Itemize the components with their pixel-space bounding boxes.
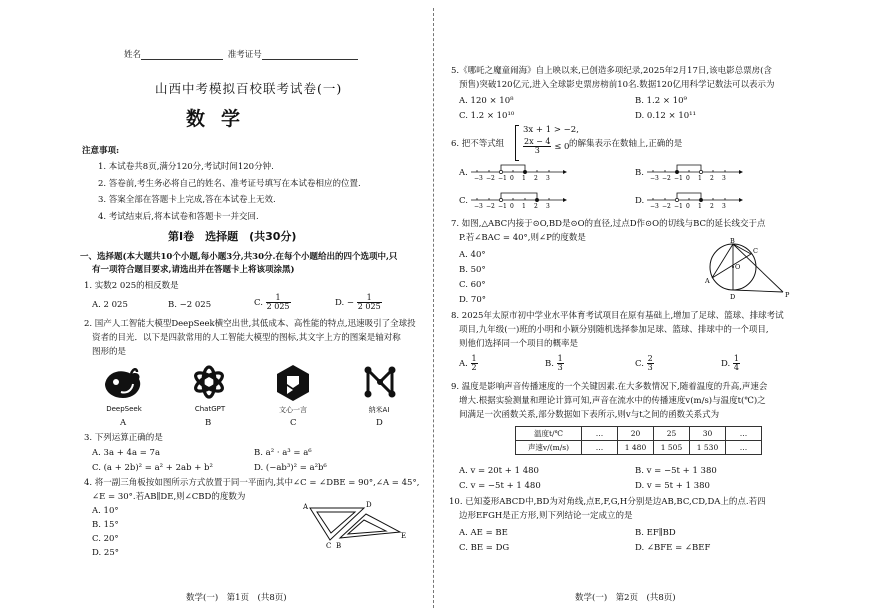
q8-line2: 项目,九年级(一)班的小明和小颖分别随机选择参加足球、篮球、排球中的一个项目, [459,325,769,335]
table-cell: 1 530 [690,441,726,455]
tick-label: 1 [698,175,702,182]
q9-line3: 间满足一次函数关系,部分数据如下表所示,则v与t之间的函数关系式为 [459,410,720,420]
q6-prefix: 6. 把不等式组 [451,139,505,149]
q4-fig-label-a: A [303,503,309,511]
table-row [516,441,762,455]
q7-line2: P.若∠BAC = 40°,则∠P的度数是 [459,233,586,243]
q5-option-b: B. 1.2 × 10⁹ [635,96,687,106]
q4-option-b: B. 15° [92,520,119,530]
tick-label: 3 [546,175,550,182]
table-cell: 1 505 [654,441,690,455]
tick-label: 0 [686,203,690,210]
section1-line2: 有一项符合题目要求,请选出并在答题卡上将该项涂黑) [92,265,295,275]
logo-label-a: DeepSeek [106,405,142,413]
exam-title: 山西中考模拟百校联考试卷(一) [155,81,343,96]
q9-line1: 9. 温度是影响声音传播速度的一个关键因素.在大多数情况下,随着温度的升高,声速会 [451,382,768,392]
table-cell: … [726,427,762,441]
table-cell: 声速v/(m/s) [516,441,582,455]
q10-option-a: A. AE = BE [459,528,508,538]
nano-ai-icon [362,364,398,400]
logo-letter-d: D [376,418,383,428]
q9-option-d: D. v = 5t + 1 380 [635,481,710,491]
table-cell: … [582,427,618,441]
tick-label: −1 [674,175,683,182]
candidate-info-line [124,48,358,60]
table-cell: … [582,441,618,455]
footer-right: 数学(一) 第2页 (共8页) [575,593,676,603]
exam-number-label: 准考证号 [227,50,262,60]
logo-letter-c: C [290,418,297,428]
q6-ineq1: 3x + 1 > −2, [523,125,579,135]
part1-title: 第Ⅰ卷 选择题 (共30分) [168,230,297,243]
deepseek-whale-icon [101,362,143,404]
tick-label: 0 [686,175,690,182]
q9-option-c: C. v = −5t + 1 480 [459,481,541,491]
q4-option-a: A. 10° [92,506,119,516]
tick-label: −2 [486,175,495,182]
chatgpt-knot-icon [189,362,229,402]
q6-option-d: D. [635,196,645,206]
q7-fig-label-o: O [735,263,741,271]
q4-line2: ∠E = 30°.若AB∥DE,则∠CBD的度数为 [92,492,246,502]
q1-stem: 1. 实数2 025的相反数是 [84,281,179,291]
q7-fig-label-d: D [730,293,736,301]
table-cell: 20 [618,427,654,441]
tick-label: −2 [486,203,495,210]
q1-option-c: C. $\frac{1}{2 025}$ [254,293,290,311]
notice-item-1: 1. 本试卷共8页,满分120分,考试时间120分钟. [98,162,274,172]
q6-number-line-d [647,190,743,212]
notice-heading: 注意事项: [82,146,120,156]
q8-line1: 8. 2025年太原市初中学业水平体育考试项目在原有基础上,增加了足球、篮球、排球考试 [451,311,784,321]
q5-line1: 5.《哪吒之魔童闹海》自上映以来,已创造多项纪录,2025年2月17日,该电影总票房(含 [451,66,772,76]
notice-item-4: 4. 考试结束后,将本试卷和答题卡一并交回. [98,212,259,222]
q4-line1: 4. 将一副三角板按如图所示方式放置于同一平面内,其中∠C = ∠DBE = 90°,∠A = 45°, [84,478,420,488]
q7-option-a: A. 40° [459,250,486,260]
tick-label: 2 [710,203,714,210]
logo-letter-a: A [120,418,127,428]
q8-option-b: B. $\frac{1}{3}$ [545,354,563,372]
q3-option-b: B. a² · a³ = a⁶ [254,448,312,458]
q3-option-c: C. (a + 2b)² = a² + 2ab + b² [92,463,213,473]
tick-label: 2 [534,175,538,182]
q1-option-b: B. −2 025 [168,300,212,310]
tick-label: −1 [498,175,507,182]
tick-label: 1 [698,203,702,210]
tick-label: −2 [662,203,671,210]
q5-option-d: D. 0.12 × 10¹¹ [635,111,696,121]
q4-option-c: C. 20° [92,534,119,544]
q7-option-b: B. 50° [459,265,486,275]
name-label: 姓名 [124,50,142,60]
notice-item-3: 3. 答案全部在答题卡上完成,答在本试卷上无效. [98,195,276,205]
logo-label-c: 文心一言 [279,406,307,414]
tick-label: −1 [498,203,507,210]
q8-option-a: A. $\frac{1}{2}$ [459,354,477,372]
table-cell: 25 [654,427,690,441]
q4-fig-label-c: C [326,542,332,550]
q7-circle-figure [703,237,793,306]
table-cell: 温度t/℃ [516,427,582,441]
q7-fig-label-b: B [730,237,735,245]
tick-label: 2 [534,203,538,210]
q9-data-table [515,426,762,455]
table-cell: … [726,441,762,455]
logo-letter-b: B [205,418,212,428]
q10-line1: 10. 已知菱形ABCD中,BD为对角线,点E,F,G,H分别是边AB,BC,CD,DA上的点.若四 [449,497,766,507]
tick-label: −3 [650,203,659,210]
tick-label: 0 [510,175,514,182]
footer-left: 数学(一) 第1页 (共8页) [186,593,287,603]
tick-label: −3 [650,175,659,182]
q1-option-d: D. − $\frac{1}{2 025}$ [335,293,381,311]
tick-label: −1 [674,203,683,210]
q4-option-d: D. 25° [92,548,119,558]
q10-option-c: C. BE = DG [459,543,510,553]
name-blank [141,51,223,60]
q5-option-c: C. 1.2 × 10¹⁰ [459,111,515,121]
wenxin-hexagon-icon [275,364,311,402]
q6-option-c: C. [459,196,468,206]
q3-stem: 3. 下列运算正确的是 [84,433,163,443]
logo-label-d: 纳米AI [368,406,390,414]
q4-fig-label-d: D [366,501,372,509]
q6-brace [515,125,519,161]
right-page [435,0,870,615]
q10-line2: 边形EFGH是正方形,则下列结论一定成立的是 [459,511,633,521]
table-cell: 30 [690,427,726,441]
q7-option-d: D. 70° [459,295,486,305]
q6-option-a: A. [459,168,468,178]
q8-option-d: D. $\frac{1}{4}$ [721,354,740,372]
q6-suffix: 的解集表示在数轴上,正确的是 [569,139,683,149]
q8-option-c: C. $\frac{2}{3}$ [635,354,653,372]
tick-label: −3 [474,203,483,210]
q6-number-line-b [647,162,743,184]
table-row [516,427,762,441]
q9-line2: 增大.根据实验测量和理论计算可知,声音在流水中的传播速度v(m/s)与温度t(℃)之 [459,396,766,406]
q7-option-c: C. 60° [459,280,486,290]
q4-fig-label-e: E [401,532,407,540]
subject-title: 数学 [186,108,257,130]
q5-line2: 预售)突破120亿元,进入全球影史票房榜前10名.数据120亿用科学记数法可以表示为 [459,80,775,90]
q4-fig-label-b: B [336,542,342,550]
q6-number-line-a [471,162,567,184]
q3-option-a: A. 3a + 4a = 7a [92,448,161,458]
q7-fig-label-c: C [753,247,758,255]
q2-line1: 2. 国产人工智能大模型DeepSeek横空出世,其低成本、高性能的特点,迅速吸引了全球投 [84,319,416,329]
tick-label: 1 [522,175,526,182]
q9-option-a: A. v = 20t + 1 480 [459,466,539,476]
exam-number-blank [262,51,358,60]
q7-fig-label-p: P [785,291,790,299]
logo-label-b: ChatGPT [194,405,226,413]
q2-line2: 资者的目光．以下是四款常用的人工智能大模型的图标,其文字上方的图案是轴对称 [92,333,401,343]
q7-line1: 7. 如图,△ABC内接于⊙O,BD是⊙O的直径,过点D作⊙O的切线与BC的延长线交于点 [451,219,766,229]
tick-label: 3 [722,175,726,182]
q3-option-d: D. (−ab³)² = a²b⁶ [254,463,327,473]
q6-ineq2: $\frac{2x - 4}{3}$ ≤ 0 [524,137,570,155]
q10-option-b: B. EF∥BD [635,528,676,538]
q4-triangle-figure [300,500,410,550]
tick-label: 3 [722,203,726,210]
q7-fig-label-a: A [705,277,710,285]
q6-number-line-c [471,190,567,212]
tick-label: −2 [662,175,671,182]
tick-label: 2 [710,175,714,182]
tick-label: 1 [522,203,526,210]
section1-line1: 一、选择题(本大题共10个小题,每小题3分,共30分.在每个小题给出的四个选项中,只 [80,252,398,262]
tick-label: 0 [510,203,514,210]
q6-option-b: B. [635,168,644,178]
q10-option-d: D. ∠BFE = ∠BEF [635,543,711,553]
q9-option-b: B. v = −5t + 1 380 [635,466,717,476]
notice-item-2: 2. 答卷前,考生务必将自己的姓名、准考证号填写在本试卷相应的位置. [98,179,361,189]
tick-label: 3 [546,203,550,210]
q5-option-a: A. 120 × 10⁸ [459,96,514,106]
q1-option-a: A. 2 025 [92,300,128,310]
q2-line3: 图形的是 [92,347,127,357]
q8-line3: 则他们选择同一个项目的概率是 [459,339,579,349]
table-cell: 1 480 [618,441,654,455]
tick-label: −3 [474,175,483,182]
